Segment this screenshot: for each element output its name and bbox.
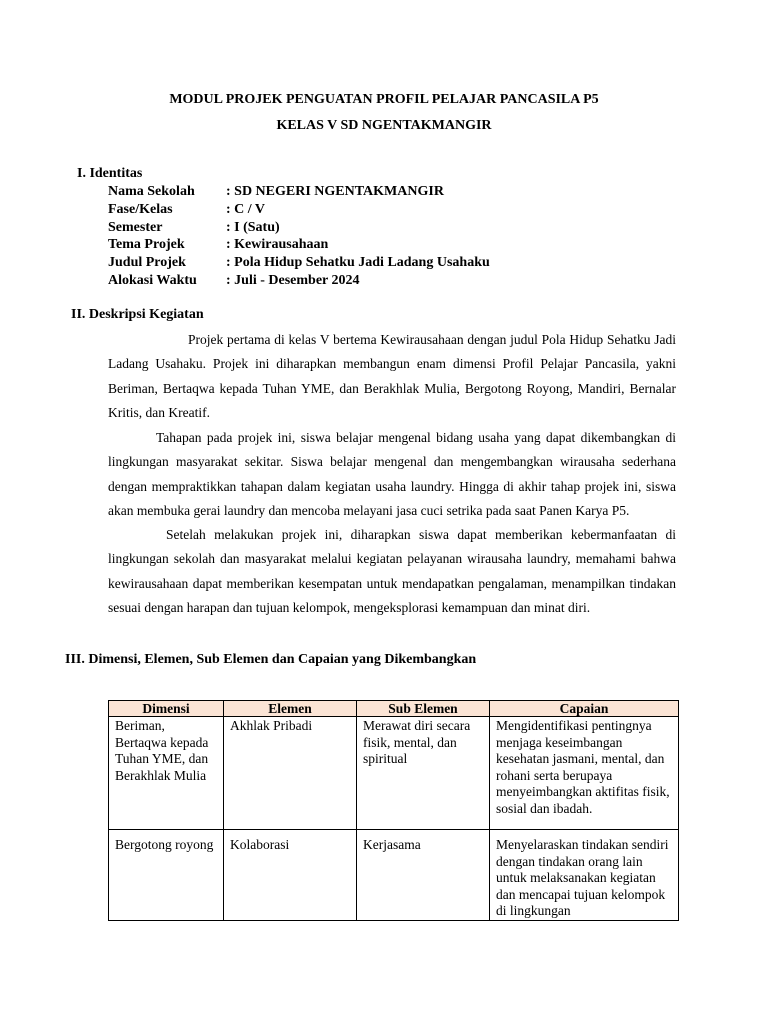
identitas-value: : Kewirausahaan: [226, 237, 329, 252]
cell-sub-elemen: Merawat diri secara fisik, mental, dan spiritual: [357, 717, 490, 830]
column-header-dimensi: Dimensi: [109, 701, 224, 717]
deskripsi-paragraph: Projek pertama di kelas V bertema Kewirausahaan dengan judul Pola Hidup Sehatku Jadi Ladang Usahaku. Projek ini diharapkan membangun enam dimensi Profil Pelajar Pancasila, yakni Beriman, Bertaqwa kepada Tuhan YME, dan Berakhlak Mulia, Bergotong Royong, Mandiri, Bernalar Kritis, dan Kreatif.: [108, 332, 676, 420]
cell-capaian: Mengidentifikasi pentingnya menjaga keseimbangan kesehatan jasmani, mental, dan rohani serta berupaya menyeimbangkan aktifitas fisik, sosial dan ibadah.: [490, 717, 679, 830]
table-header-row: [109, 701, 679, 717]
column-header-sub-elemen: Sub Elemen: [357, 701, 490, 717]
section-dimensi-heading: III. Dimensi, Elemen, Sub Elemen dan Capaian yang Dikembangkan: [65, 652, 477, 667]
cell-dimensi: Beriman, Bertaqwa kepada Tuhan YME, dan Berakhlak Mulia: [109, 717, 224, 830]
cell-elemen: Akhlak Pribadi: [224, 717, 357, 830]
identitas-value: : Juli - Desember 2024: [226, 273, 360, 288]
identitas-value: : C / V: [226, 202, 266, 217]
cell-elemen: Kolaborasi: [224, 830, 357, 921]
document-subtitle: KELAS V SD NGENTAKMANGIR: [276, 118, 492, 133]
dimensi-table: [108, 700, 679, 921]
identitas-label: Nama Sekolah: [108, 184, 195, 199]
identitas-value: : Pola Hidup Sehatku Jadi Ladang Usahaku: [226, 255, 490, 270]
section-identitas-heading: I. Identitas: [77, 166, 143, 181]
table-row: [109, 830, 679, 921]
identitas-label: Tema Projek: [108, 237, 185, 252]
identitas-label: Alokasi Waktu: [108, 273, 197, 288]
section-deskripsi-heading: II. Deskripsi Kegiatan: [71, 307, 204, 322]
cell-dimensi: Bergotong royong: [109, 830, 224, 921]
table-row: [109, 717, 679, 830]
cell-sub-elemen: Kerjasama: [357, 830, 490, 921]
deskripsi-paragraph: Setelah melakukan projek ini, diharapkan siswa dapat memberikan kebermanfaatan di lingkungan sekolah dan masyarakat melalui kegiatan pelayanan wirausaha laundry, memahami bahwa kewirausahaan dapat memberikan kesempatan untuk mendapatkan pengalaman, menampilkan tindakan sesuai dengan harapan dan tujuan kelompok, mengeksplorasi kemampuan dan minat diri.: [108, 527, 676, 615]
column-header-capaian: Capaian: [490, 701, 679, 717]
identitas-label: Fase/Kelas: [108, 202, 173, 217]
column-header-elemen: Elemen: [224, 701, 357, 717]
cell-capaian: Menyelaraskan tindakan sendiri dengan tindakan orang lain untuk melaksanakan kegiatan dan mencapai tujuan kelompok di lingkungan: [490, 830, 679, 921]
identitas-value: : SD NEGERI NGENTAKMANGIR: [226, 184, 444, 199]
document-title: MODUL PROJEK PENGUATAN PROFIL PELAJAR PANCASILA P5: [169, 92, 599, 107]
identitas-label: Judul Projek: [108, 255, 186, 270]
identitas-label: Semester: [108, 220, 163, 235]
identitas-value: : I (Satu): [226, 220, 280, 235]
deskripsi-paragraph: Tahapan pada projek ini, siswa belajar mengenal bidang usaha yang dapat dikembangkan di lingkungan masyarakat sekitar. Siswa belajar mengenal dan mengembangkan wirausaha sederhana dengan mempraktikkan tahapan dalam kegiatan usaha laundry. Hingga di akhir tahap projek ini, siswa akan membuka gerai laundry dan mencoba melayani jasa cuci setrika pada saat Panen Karya P5.: [108, 430, 676, 518]
